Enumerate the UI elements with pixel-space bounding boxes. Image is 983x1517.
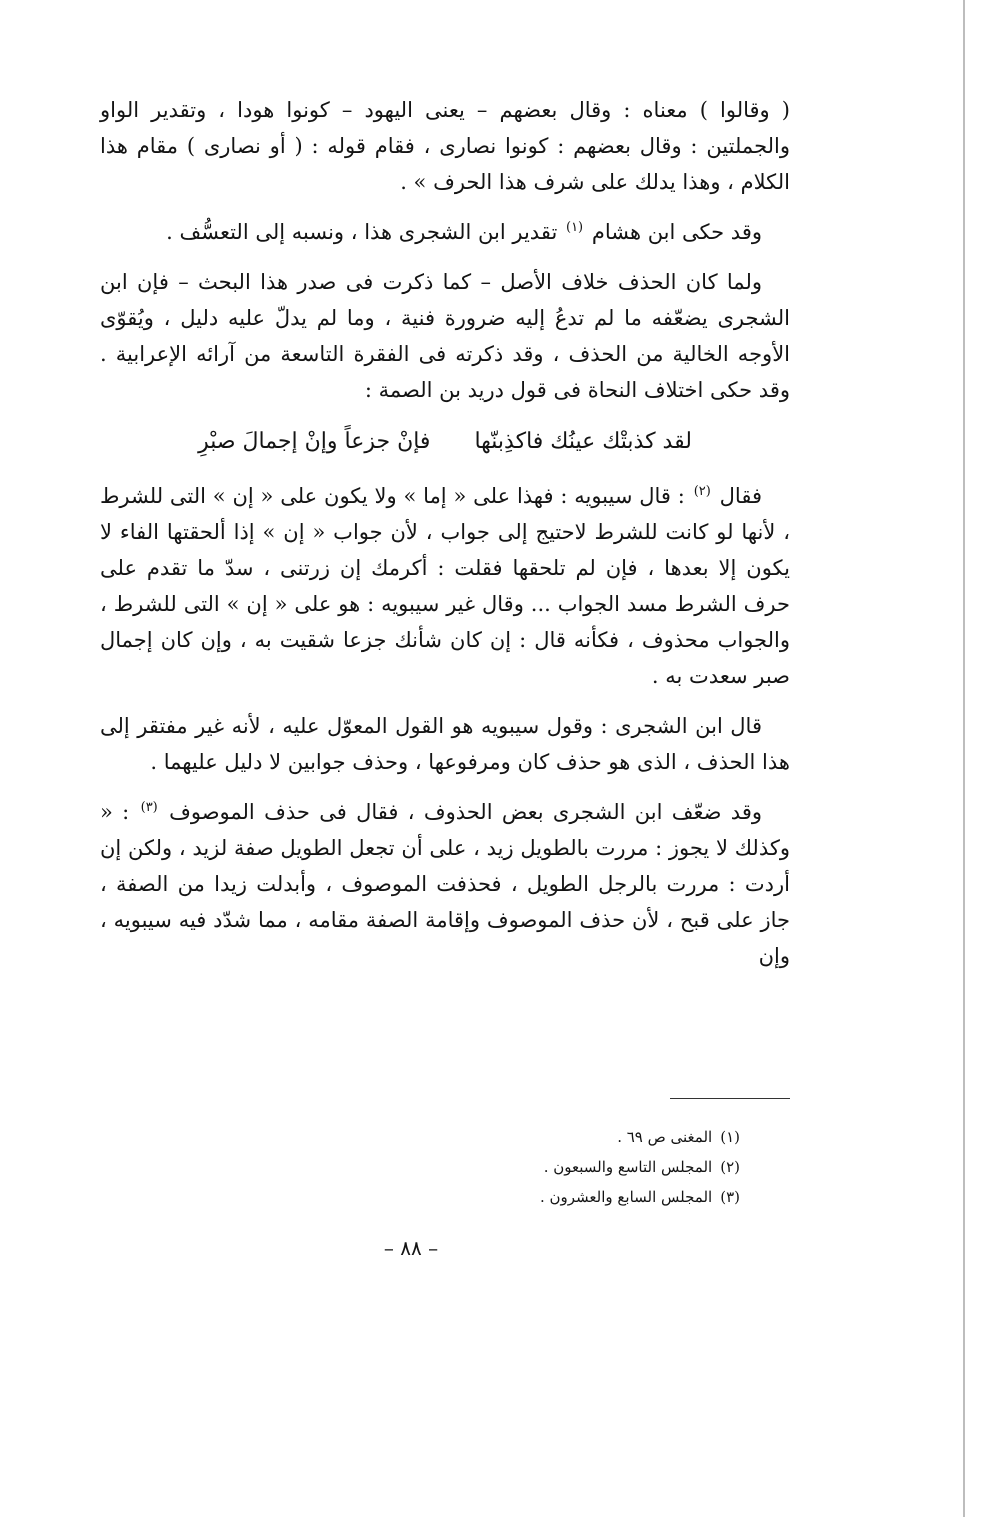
page-edge-line [963, 0, 965, 1517]
footnote-text: المجلس التاسع والسبعون . [543, 1158, 713, 1176]
footnote-ref-3: (٣) [140, 800, 158, 815]
poetry-verse [100, 422, 790, 462]
paragraph-2-text-after: تقدير ابن الشجرى هذا ، ونسبه إلى التعسُّف . [166, 220, 558, 244]
footnote-ref-1: (١) [565, 220, 584, 235]
paragraph-4 [100, 478, 790, 694]
footnote-3 [300, 1182, 740, 1212]
footnote-2 [300, 1152, 740, 1182]
paragraph-5: قال ابن الشجرى : وقول سيبويه هو القول المعوّل عليه ، لأنه غير مفتقر إلى هذا الحذف ، الذى هو حذف كان ومرفوعها ، وحذف جوابين لا دليل عليهما . [100, 714, 790, 774]
verse-first-hemistich: لقد كذبتْك عينُك فاكذِبنّها [474, 429, 692, 454]
paragraph-6-text-after: : « وكذلك لا يجوز : مررت بالطويل زيد ، على أن تجعل الطويل صفة لزيد ، ولكن إن أردت : مررت بالرجل الطويل ، فحذفت الموصوف ، وأبدلت زيدا من الصفة ، جاز على قبح ، لأن حذف الموصوف وإقامة الصفة مقامه ، مما شدّد فيه سيبويه ، وإن [100, 800, 790, 968]
paragraph-1: ( وقالوا ) معناه : وقال بعضهم – يعنى اليهود – كونوا هودا ، وتقدير الواو والجملتين : وقال بعضهم : كونوا نصارى ، فقام قوله : ( أو نصارى ) مقام هذا الكلام ، وهذا يدلك على شرف هذا الحرف » . [100, 98, 790, 194]
footnote-number: (٢) [720, 1158, 740, 1176]
paragraph-6-text-before: وقد ضعّف ابن الشجرى بعض الحذوف ، فقال فى حذف الموصوف [169, 800, 763, 824]
footnote-number: (٣) [720, 1188, 740, 1206]
footnote-text: المغنى ص ٦٩ . [617, 1128, 713, 1146]
verse-second-hemistich: فإنْ جزعاً وإنْ إجمالَ صبْرِ [198, 429, 431, 454]
footnote-number: (١) [720, 1128, 740, 1146]
page-number: – ٨٨ – [383, 1236, 439, 1260]
paragraph-4-text-before: فقال [719, 484, 762, 508]
paragraph-6 [100, 794, 790, 974]
paragraph-2 [100, 214, 790, 250]
paragraph-3: ولما كان الحذف خلاف الأصل – كما ذكرت فى صدر هذا البحث – فإن ابن الشجرى يضعّفه ما لم تدعُ إليه ضرورة فنية ، وما لم يدلّ عليه دليل ، ويُقوّى الأوجه الخالية من الحذف ، وقد ذكرته فى الفقرة التاسعة من آرائه الإعرابية . وقد حكى اختلاف النحاة فى قول دريد بن الصمة : [100, 270, 790, 402]
footnotes [300, 1122, 740, 1212]
main-text [100, 92, 790, 988]
paragraph-2-text-before: وقد حكى ابن هشام [591, 220, 762, 244]
paragraph-4-text-after: : قال سيبويه : فهذا على « إما » ولا يكون على « إن » التى للشرط ، لأنها لو كانت للشرط لاحتيج إلى جواب ، لأن جواب « إن » إذا ألحقتها الفاء لا يكون إلا بعدها ، فإن لم تلحقها فقلت : أكرمك إن زرتنى ، سدّ ما تقدم على حرف الشرط مسد الجواب ... وقال غير سيبويه : هو على « إن » التى للشرط ، والجواب محذوف ، فكأنه قال : إن كان شأنك جزعا شقيت به ، وإن كان إجمال صبر سعدت به . [100, 484, 790, 688]
footnote-text: المجلس السابع والعشرون . [539, 1188, 713, 1206]
footnote-divider [670, 1098, 790, 1099]
footnote-ref-2: (٢) [693, 484, 711, 499]
footnote-1 [300, 1122, 740, 1152]
